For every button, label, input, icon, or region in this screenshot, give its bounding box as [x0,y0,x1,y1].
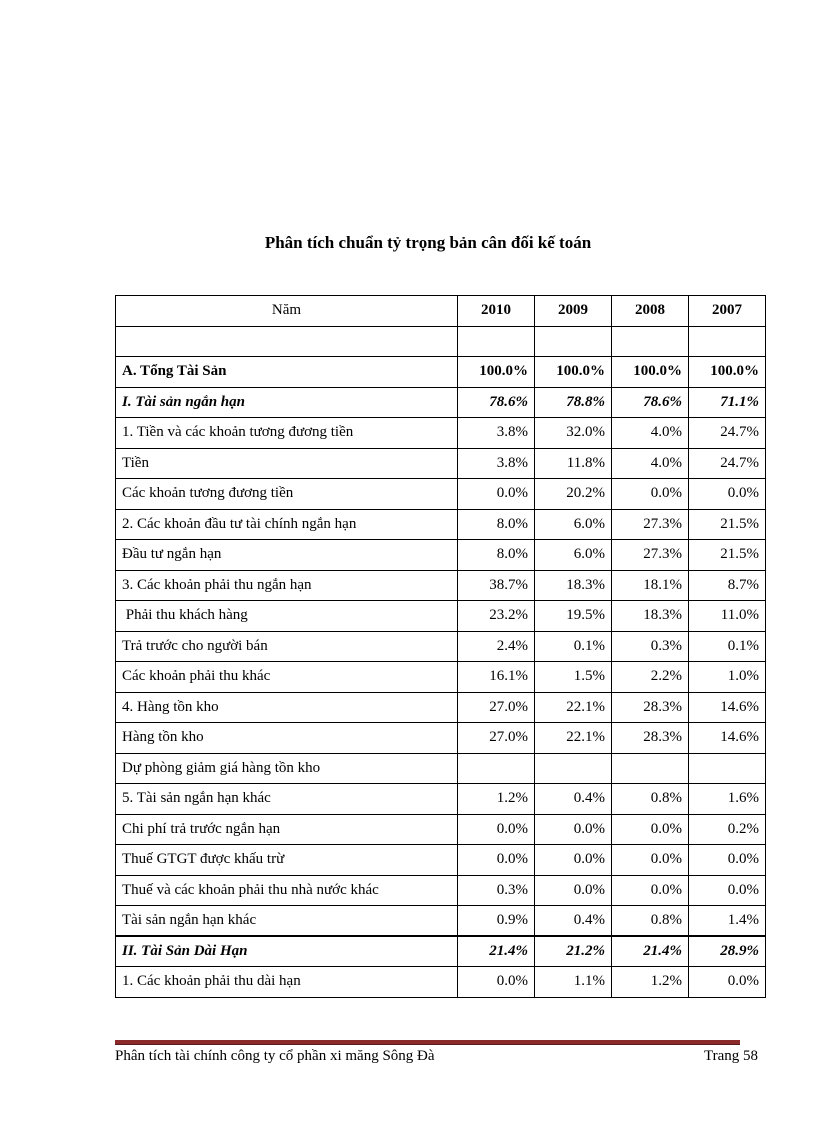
row-value-2010: 8.0% [458,540,535,571]
table-row [116,662,766,693]
header-year-2007: 2007 [689,296,766,327]
row-value-2008: 0.8% [612,906,689,937]
row-value-2007: 0.0% [689,845,766,876]
row-value-2008: 28.3% [612,723,689,754]
row-value-2008: 0.3% [612,631,689,662]
table-row [116,326,766,357]
row-value-2009: 0.1% [535,631,612,662]
table-row [116,509,766,540]
row-value-2010 [458,326,535,357]
row-value-2010: 100.0% [458,357,535,388]
footer-page-number: Trang 58 [703,1048,758,1064]
row-value-2010: 27.0% [458,692,535,723]
row-value-2010: 23.2% [458,601,535,632]
row-value-2010: 8.0% [458,509,535,540]
row-value-2007 [689,753,766,784]
row-value-2007: 71.1% [689,387,766,418]
row-value-2009: 6.0% [535,509,612,540]
table-row [116,479,766,510]
row-label: Chi phí trả trước ngắn hạn [116,814,458,845]
row-label: Tài sản ngắn hạn khác [116,906,458,937]
header-year-label: Năm [116,296,458,327]
row-label: Phải thu khách hàng [116,601,458,632]
row-value-2008: 0.0% [612,814,689,845]
row-label [116,326,458,357]
row-value-2007: 0.0% [689,479,766,510]
row-label: Dự phòng giảm giá hàng tồn kho [116,753,458,784]
row-value-2010 [458,753,535,784]
row-value-2008 [612,326,689,357]
table-row [116,418,766,449]
row-value-2009: 0.0% [535,845,612,876]
row-value-2007: 0.0% [689,967,766,998]
row-value-2010: 38.7% [458,570,535,601]
row-value-2010: 0.3% [458,875,535,906]
row-value-2008: 0.0% [612,875,689,906]
row-value-2008: 27.3% [612,540,689,571]
row-value-2008: 2.2% [612,662,689,693]
row-value-2010: 1.2% [458,784,535,815]
row-label: Các khoản phải thu khác [116,662,458,693]
footer-document-title: Phân tích tài chính công ty cổ phần xi măng Sông Đà [115,1048,435,1064]
row-value-2010: 0.0% [458,967,535,998]
row-value-2008: 28.3% [612,692,689,723]
row-value-2009: 32.0% [535,418,612,449]
row-label: Hàng tồn kho [116,723,458,754]
row-value-2010: 27.0% [458,723,535,754]
row-label: 1. Các khoản phải thu dài hạn [116,967,458,998]
row-value-2009: 21.2% [535,936,612,967]
table-row [116,448,766,479]
row-value-2007: 24.7% [689,418,766,449]
table-row [116,631,766,662]
row-label: I. Tài sản ngắn hạn [116,387,458,418]
row-value-2008: 18.3% [612,601,689,632]
row-value-2007: 21.5% [689,509,766,540]
row-label: Thuế GTGT được khấu trừ [116,845,458,876]
row-label: 5. Tài sản ngắn hạn khác [116,784,458,815]
row-value-2007: 11.0% [689,601,766,632]
row-value-2010: 2.4% [458,631,535,662]
row-value-2007: 1.6% [689,784,766,815]
row-value-2009: 1.5% [535,662,612,693]
row-value-2008: 21.4% [612,936,689,967]
row-label: II. Tài Sản Dài Hạn [116,936,458,967]
table-row [116,784,766,815]
row-value-2010: 16.1% [458,662,535,693]
row-value-2010: 0.0% [458,845,535,876]
table-row [116,570,766,601]
header-year-2009: 2009 [535,296,612,327]
table-row [116,357,766,388]
row-value-2007: 21.5% [689,540,766,571]
row-value-2008 [612,753,689,784]
row-label: Đầu tư ngắn hạn [116,540,458,571]
row-label: Các khoản tương đương tiền [116,479,458,510]
row-value-2010: 0.9% [458,906,535,937]
table-row [116,753,766,784]
row-value-2009: 0.0% [535,814,612,845]
footer-divider [115,1040,740,1045]
row-value-2007: 14.6% [689,692,766,723]
row-value-2009: 0.4% [535,784,612,815]
row-value-2010: 3.8% [458,418,535,449]
row-label: 4. Hàng tồn kho [116,692,458,723]
row-value-2007: 0.0% [689,875,766,906]
row-value-2009 [535,753,612,784]
table-row [116,936,766,967]
row-value-2007: 8.7% [689,570,766,601]
page-title: Phân tích chuẩn tỷ trọng bản cân đối kế toán [264,233,592,252]
table-row [116,723,766,754]
row-value-2007: 1.4% [689,906,766,937]
row-value-2008: 0.8% [612,784,689,815]
row-value-2007: 1.0% [689,662,766,693]
table-row [116,814,766,845]
balance-sheet-table [115,295,766,998]
row-label: Tiền [116,448,458,479]
row-value-2007 [689,326,766,357]
row-value-2007: 14.6% [689,723,766,754]
row-value-2008: 100.0% [612,357,689,388]
row-value-2009: 1.1% [535,967,612,998]
table-row [116,387,766,418]
table-row [116,967,766,998]
row-value-2007: 0.2% [689,814,766,845]
row-value-2007: 0.1% [689,631,766,662]
row-value-2008: 0.0% [612,479,689,510]
row-value-2008: 4.0% [612,418,689,449]
row-label: 3. Các khoản phải thu ngắn hạn [116,570,458,601]
row-value-2009: 0.4% [535,906,612,937]
row-value-2010: 78.6% [458,387,535,418]
row-value-2009: 22.1% [535,692,612,723]
row-value-2007: 28.9% [689,936,766,967]
row-value-2009: 11.8% [535,448,612,479]
table-row [116,601,766,632]
table-row [116,540,766,571]
row-value-2009: 20.2% [535,479,612,510]
row-value-2008: 18.1% [612,570,689,601]
row-label: Thuế và các khoản phải thu nhà nước khác [116,875,458,906]
row-value-2009: 6.0% [535,540,612,571]
table-row [116,692,766,723]
row-label: Trả trước cho người bán [116,631,458,662]
row-value-2010: 0.0% [458,814,535,845]
row-value-2008: 78.6% [612,387,689,418]
header-year-2010: 2010 [458,296,535,327]
table-row [116,906,766,937]
row-label: A. Tổng Tài Sản [116,357,458,388]
table-header-row [116,296,766,327]
row-label: 1. Tiền và các khoản tương đương tiền [116,418,458,449]
row-value-2009: 100.0% [535,357,612,388]
row-value-2009: 19.5% [535,601,612,632]
table-row [116,845,766,876]
row-value-2008: 1.2% [612,967,689,998]
row-value-2010: 21.4% [458,936,535,967]
row-value-2009: 18.3% [535,570,612,601]
row-value-2009: 0.0% [535,875,612,906]
table-row [116,875,766,906]
row-label: 2. Các khoản đầu tư tài chính ngắn hạn [116,509,458,540]
row-value-2007: 24.7% [689,448,766,479]
row-value-2008: 4.0% [612,448,689,479]
header-year-2008: 2008 [612,296,689,327]
row-value-2009 [535,326,612,357]
row-value-2009: 78.8% [535,387,612,418]
row-value-2008: 27.3% [612,509,689,540]
row-value-2009: 22.1% [535,723,612,754]
row-value-2008: 0.0% [612,845,689,876]
row-value-2010: 3.8% [458,448,535,479]
row-value-2007: 100.0% [689,357,766,388]
row-value-2010: 0.0% [458,479,535,510]
